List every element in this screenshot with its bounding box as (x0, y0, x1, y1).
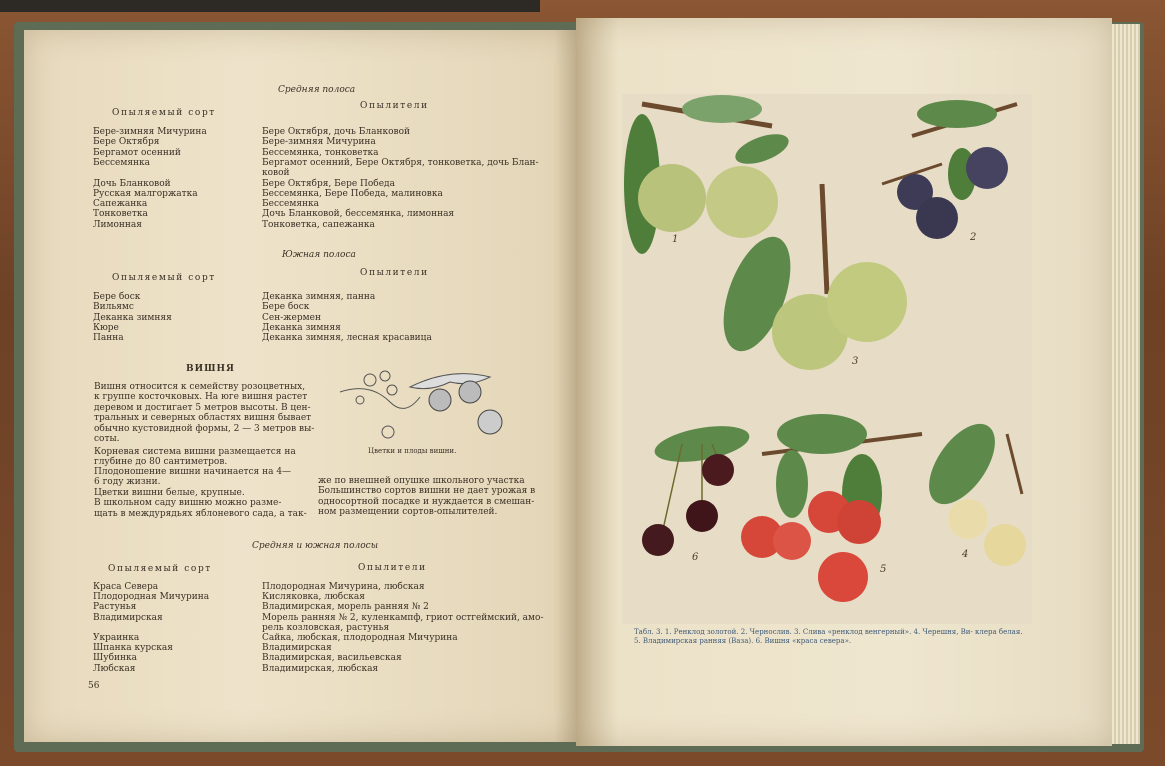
dark-book-edge (0, 0, 540, 12)
color-plate (622, 94, 1032, 624)
variety-cell: Краса Севера (93, 582, 159, 592)
paragraph-line: В школьном саду вишню можно разме- (94, 498, 282, 509)
plum-green (638, 164, 706, 232)
paragraph-line: к группе косточковых. На юге вишня растет (94, 392, 308, 403)
cherry-red (773, 522, 811, 560)
pollinator-cell: Бере-зимняя Мичурина (262, 137, 376, 148)
section-heading: Средняя полоса (278, 85, 356, 95)
paragraph-line: глубине до 80 сантиметров. (94, 457, 228, 468)
paragraph-line: обычно кустовидной формы, 2 — 3 метров вы- (94, 423, 315, 434)
variety-cell: Сапежанка (93, 199, 148, 210)
cherry-dark (642, 524, 674, 556)
paragraph-line: Цветки вишни белые, крупные. (94, 488, 245, 498)
paragraph-line: тральных и северных областях вишня бывает (94, 413, 312, 424)
cherry-dark (686, 500, 718, 532)
pollinator-cell: Дочь Бланковой, бессемянка, лимонная (262, 209, 455, 220)
cherry-dark (702, 454, 734, 486)
pollinator-cell: Бессемянка, Бере Победа, малиновка (262, 188, 443, 199)
variety-cell: Шубинка (93, 653, 137, 664)
paragraph-line: Плодоношение вишни начинается на 4— (94, 467, 292, 477)
leaf (917, 100, 997, 128)
plum-green (706, 166, 778, 238)
variety-cell: Русская малгоржатка (93, 188, 198, 199)
plum-dark (966, 147, 1008, 189)
variety-cell: Дочь Бланковой (93, 178, 171, 189)
branch (1007, 434, 1022, 494)
cherry-white (948, 499, 988, 539)
leaf (777, 414, 867, 454)
figure-label: 3 (852, 356, 859, 367)
paragraph-line: односортной посадке и нуждается в смешан- (318, 496, 535, 507)
pollinator-cell: Владимирская, васильевская (262, 653, 402, 664)
variety-cell: Украинка (93, 633, 140, 643)
pollinator-cell: Тонковетка, сапежанка (262, 219, 375, 230)
cherry-flowers-fruit-drawing (330, 362, 510, 452)
pollinator-cell: Владимирская, морель ранняя № 2 (262, 602, 429, 613)
pollinator-cell: Кисляковка, любская (262, 592, 365, 603)
pollinator-cell: ковой (262, 168, 290, 179)
variety-cell: Бергамот осенний (93, 147, 181, 158)
paragraph-line: соты. (94, 434, 120, 444)
plum-dark (916, 197, 958, 239)
pollinator-cell: Бессемянка, тонковетка (262, 147, 379, 158)
variety-cell: Вильямс (93, 302, 134, 313)
pollinator-cell: рель козловская, растунья (262, 622, 390, 633)
page-number: 56 (88, 681, 100, 691)
pollinator-cell: Плодородная Мичурина, любская (262, 582, 425, 592)
variety-cell: Лимонная (93, 219, 142, 230)
leaf (732, 128, 793, 170)
leaf (682, 95, 762, 123)
branch (822, 184, 827, 294)
paragraph-line: щать в междурядьях яблоневого сада, а так- (94, 508, 307, 519)
paragraph-line: 6 году жизни. (94, 477, 161, 488)
pollinator-cell: Владимирская (262, 643, 332, 654)
variety-cell: Плодородная Мичурина (93, 592, 210, 603)
pollinator-cell: Владимирская, любская (262, 663, 379, 674)
figure-label: 2 (970, 232, 977, 243)
variety-cell: Бессемянка (93, 157, 151, 168)
paragraph-line: же по внешней опушке школьного участка (318, 476, 525, 486)
pollinator-cell: Сен-жермен (262, 312, 321, 323)
variety-cell: Тонковетка (93, 209, 148, 220)
column-header: Опыляемый сорт (112, 273, 216, 283)
variety-cell: Растунья (93, 602, 137, 613)
figure-caption: Цветки и плоды вишни. (368, 447, 457, 455)
variety-cell: Панна (93, 333, 124, 344)
section-heading: Южная полоса (282, 250, 356, 260)
pollinator-cell: Бере Октября, Бере Победа (262, 178, 395, 189)
pollinator-cell: Сайка, любская, плодородная Мичурина (262, 633, 458, 643)
paragraph-line: ном размещении сортов-опылителей. (318, 507, 498, 518)
paragraph-line: деревом и достигает 5 метров высоты. В цен- (94, 402, 311, 413)
plate-caption: Табл. 3. 1. Ренклод золотой. 2. Чернослив. 3. Слива «ренклод венгерный». 4. Черешня, Ви- клера белая. 5. Владимирская ранняя (Ваза). 6. Вишня «краса севера». (634, 628, 1023, 645)
variety-cell: Владимирская (93, 612, 163, 623)
leaf (776, 450, 808, 518)
plum-green (827, 262, 907, 342)
cherry-red (818, 552, 868, 602)
figure-label: 4 (962, 549, 969, 560)
pollinator-cell: Бергамот осенний, Бере Октября, тонковетка, дочь Блан- (262, 157, 539, 168)
fruit-illustration (622, 94, 1032, 624)
pollinator-cell: Деканка зимняя, лесная красавица (262, 333, 432, 344)
pollinator-cell: Деканка зимняя (262, 322, 341, 333)
column-header: Опыляемый сорт (108, 564, 212, 574)
variety-cell: Деканка зимняя (93, 312, 172, 323)
paragraph-line: Вишня относится к семейству розоцветных, (94, 382, 306, 392)
variety-cell: Любская (93, 663, 136, 674)
variety-cell: Шпанка курская (93, 643, 173, 654)
cherry-title: ВИШНЯ (186, 364, 235, 374)
column-header: Опыляемый сорт (112, 108, 216, 118)
paragraph-line: Большинство сортов вишни не дает урожая в (318, 486, 536, 497)
figure-label: 1 (672, 234, 679, 245)
column-header: Опылители (358, 563, 427, 573)
pollinator-cell: Бере Октября, дочь Бланковой (262, 127, 411, 137)
column-header: Опылители (360, 268, 429, 278)
column-header: Опылители (360, 101, 429, 111)
pollinator-cell: Бессемянка (262, 199, 320, 210)
section-heading: Средняя и южная полосы (252, 541, 379, 551)
variety-cell: Бере-зимняя Мичурина (93, 127, 207, 137)
variety-cell: Бере боск (93, 292, 141, 302)
figure-label: 5 (880, 564, 887, 575)
pollinator-cell: Морель ранняя № 2, куленкампф, гриот остгеймский, амо- (262, 612, 544, 623)
paragraph-line: Корневая система вишни размещается на (94, 447, 296, 457)
pollinator-cell: Деканка зимняя, панна (262, 292, 376, 302)
cherry-red (837, 500, 881, 544)
variety-cell: Бере Октября (93, 137, 160, 148)
figure-label: 6 (692, 552, 699, 563)
pollinator-cell: Бере боск (262, 302, 310, 313)
variety-cell: Кюре (93, 322, 119, 333)
cherry-white (984, 524, 1026, 566)
